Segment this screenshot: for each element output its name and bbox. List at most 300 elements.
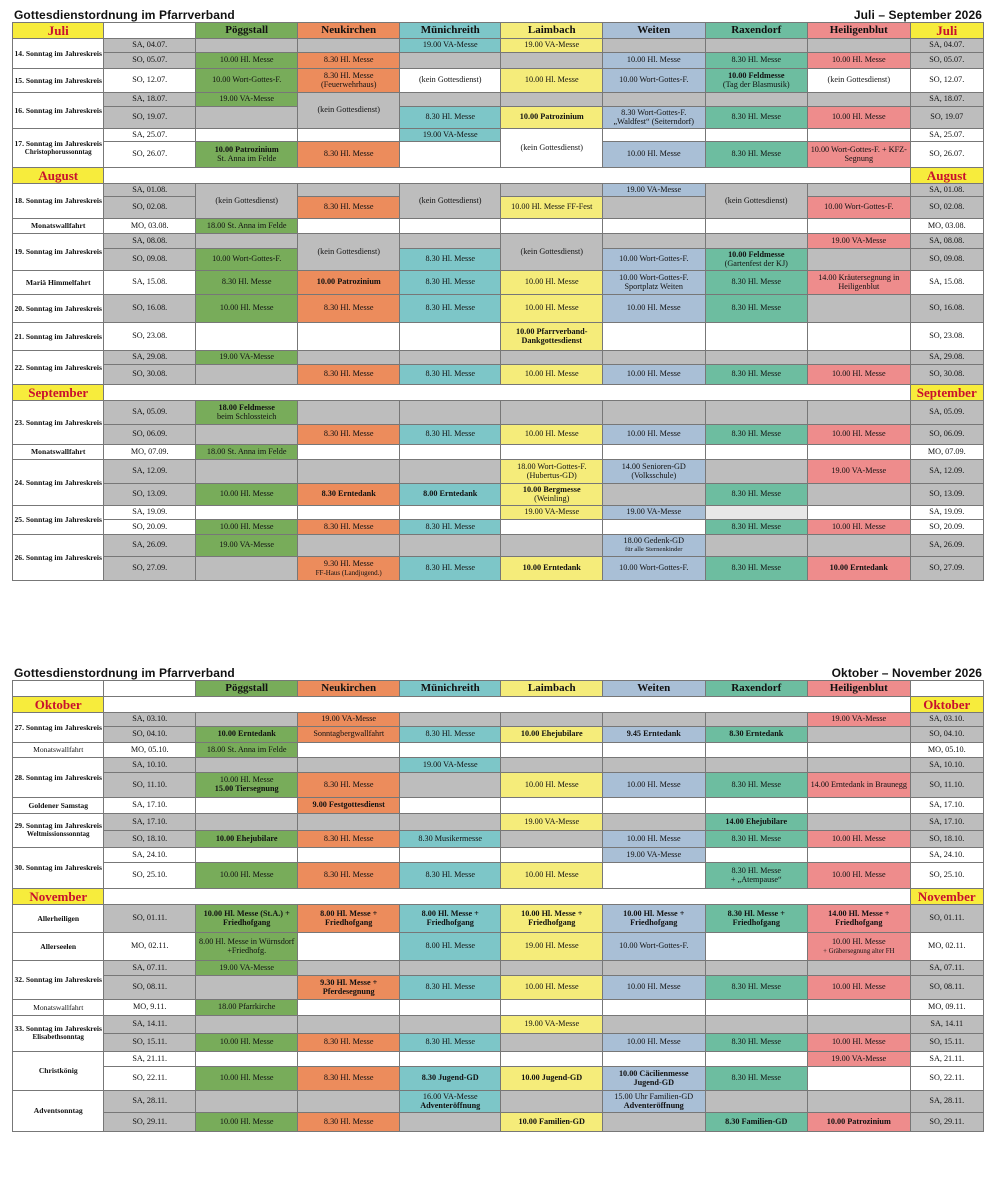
empty-cell [195,506,298,520]
schedule-cell: 10.00 Hl. Messe [603,773,706,798]
schedule-cell: 19.00 VA-Messe [808,234,911,249]
schedule-cell: SA, 17.10. [910,798,983,814]
empty-cell [808,1091,911,1113]
table-row [13,219,984,234]
schedule-cell [705,863,808,889]
table-row [13,93,984,107]
cell-text: Adventeröffnung [420,1100,481,1110]
column-header-row [13,681,984,697]
schedule-cell: SA, 26.09. [104,535,195,557]
schedule-cell: SO, 02.08. [910,197,983,219]
schedule-cell: 10.00 Hl. Messe [603,142,706,168]
table-row [13,1067,984,1091]
schedule-cell: 8.30 Hl. Messe [298,520,400,535]
schedule-cell: SO, 26.07. [910,142,983,168]
empty-cell [705,798,808,814]
schedule-cell: SA, 18.07. [104,93,195,107]
empty-cell [603,1052,706,1067]
schedule-cell: 19.00 VA-Messe [399,758,501,773]
schedule-cell: 9.30 Hl. Messe + Pferdesegnung [298,976,400,1000]
empty-cell [399,848,501,863]
schedule-cell: 8.30 Hl. Messe [195,271,298,295]
schedule-cell: 8.30 Erntedank [298,484,400,506]
schedule-cell: 8.00 Hl. Messe + Friedhofgang [298,905,400,933]
schedule-cell: 15. Sonntag im Jahreskreis [13,69,104,93]
table-row [13,798,984,814]
table-row [13,271,984,295]
empty-cell [298,184,400,197]
schedule-cell: (kein Gottesdienst) [705,184,808,219]
schedule-cell: 10.00 Hl. Messe [195,1067,298,1091]
col-weiten: Weiten [603,23,706,39]
empty-cell [705,1091,808,1113]
schedule-cell: MO, 05.10. [910,743,983,758]
empty-cell [399,460,501,484]
table-row [13,961,984,976]
schedule-cell: 10.00 Wort-Gottes-F. [603,933,706,961]
empty-cell [399,1016,501,1034]
schedule-cell: 19.00 VA-Messe [195,535,298,557]
table-row [13,69,984,93]
schedule-cell: 10.00 Hl. Messe + Friedhofgang [603,905,706,933]
schedule-cell: 9.00 Festgottesdienst [298,798,400,814]
schedule-cell: SA, 07.11. [910,961,983,976]
schedule-cell: 10.00 Ehejubilare [501,727,603,743]
schedule-cell: Monatswallfahrt [13,743,104,758]
table-row [13,425,984,445]
cell-text: + „Atempause“ [730,874,782,884]
empty-cell [399,1000,501,1016]
schedule-cell: 8.00 Hl. Messe in Würnsdorf +Friedhofg. [195,933,298,961]
schedule-cell: (kein Gottesdienst) [298,93,400,129]
schedule-cell: 8.30 Hl. Messe [399,557,501,581]
empty-cell [298,933,400,961]
schedule-cell: 18.00 St. Anna im Felde [195,743,298,758]
schedule-cell: SO, 15.11. [910,1034,983,1052]
schedule-cell: SO, 20.09. [104,520,195,535]
schedule-table-2 [12,680,984,1132]
schedule-cell: 10.00 Hl. Messe [501,976,603,1000]
month-label: Juli [13,23,104,39]
schedule-cell: 8.30 Hl. Messe [399,249,501,271]
schedule-cell: 27. Sonntag im Jahreskreis [13,713,104,743]
schedule-cell: 26. Sonntag im Jahreskreis [13,535,104,581]
empty-cell [808,535,911,557]
schedule-cell: Goldener Samstag [13,798,104,814]
schedule-cell: SO, 22.11. [104,1067,195,1091]
table-row [13,1034,984,1052]
schedule-cell: SA, 14.11 [910,1016,983,1034]
empty-cell [399,506,501,520]
cell-text: 10.00 Bergmesse [522,484,581,494]
schedule-cell: MO, 03.08. [910,219,983,234]
schedule-cell: SO, 25.10. [104,863,195,889]
schedule-cell: 10.00 Hl. Messe [195,863,298,889]
empty-cell [501,758,603,773]
empty-cell [603,234,706,249]
table-row [13,365,984,385]
empty-cell [195,713,298,727]
schedule-cell: 10.00 Ehejubilare [195,831,298,848]
cell-text: 33. Sonntag im Jahreskreis [14,1024,102,1034]
empty-cell [603,758,706,773]
schedule-cell: 10.00 Hl. Messe [603,365,706,385]
schedule-cell [298,557,400,581]
schedule-cell: SO, 12.07. [104,69,195,93]
empty-cell [501,535,603,557]
page-title: Gottesdienstordnung im Pfarrverband [14,666,235,680]
table-row [13,1113,984,1132]
empty-cell [501,798,603,814]
cell-text: (Weinling) [534,493,570,503]
empty-cell [501,1034,603,1052]
schedule-cell: SO, 12.07. [910,69,983,93]
cell-text: beim Schlossteich [217,411,277,421]
cell-text: 9.30 Hl. Messe [323,558,374,568]
cell-text: 15.00 Tiersegnung [214,784,279,793]
empty-cell [603,129,706,142]
schedule-cell: SA, 14.11. [104,1016,195,1034]
empty-cell [808,93,911,107]
schedule-cell: SA, 29.08. [910,351,983,365]
schedule-cell: SA, 29.08. [104,351,195,365]
schedule-cell: 10.00 Wort-Gottes-F. + KFZ-Segnung [808,142,911,168]
empty-cell [705,234,808,249]
table-row [13,976,984,1000]
empty-cell [501,445,603,460]
schedule-cell: SO, 29.11. [910,1113,983,1132]
empty-cell [501,351,603,365]
empty-cell [195,1091,298,1113]
schedule-cell: 18.00 Pfarrkirche [195,1000,298,1016]
table-row [13,107,984,129]
schedule-cell: 8.30 Hl. Messe [399,107,501,129]
empty-cell [501,93,603,107]
empty-cell [705,743,808,758]
empty-cell [808,184,911,197]
empty-cell [195,460,298,484]
schedule-cell: September [910,385,983,401]
cell-text: Elisabethsonntag [32,1033,84,1042]
schedule-cell: 10.00 Hl. Messe [501,425,603,445]
schedule-cell: 24. Sonntag im Jahreskreis [13,460,104,506]
empty-cell [104,168,910,184]
empty-cell [195,365,298,385]
schedule-cell: 16. Sonntag im Jahreskreis [13,93,104,129]
schedule-cell: 18.00 Wort-Gottes-F. (Hubertus-GD) [501,460,603,484]
empty-cell [399,53,501,69]
schedule-cell: 32. Sonntag im Jahreskreis [13,961,104,1000]
empty-cell [399,961,501,976]
empty-cell [298,351,400,365]
cell-text: (Gartenfest der KJ) [724,258,788,268]
schedule-cell: SA, 28.11. [910,1091,983,1113]
empty-cell [195,129,298,142]
table-row [13,863,984,889]
cell-text: 16.00 VA-Messe [422,1091,478,1101]
schedule-cell: 10.00 Hl. Messe [808,107,911,129]
empty-cell [399,535,501,557]
table-row [13,713,984,727]
schedule-cell: SO, 19.07. [104,107,195,129]
schedule-cell: SA, 12.09. [104,460,195,484]
schedule-cell: 25. Sonntag im Jahreskreis [13,506,104,535]
schedule-cell: 10.00 Hl. Messe [808,976,911,1000]
schedule-cell: 19.00 VA-Messe [501,814,603,831]
empty-cell [603,713,706,727]
empty-cell [705,535,808,557]
empty-cell [705,39,808,53]
schedule-cell: November [910,889,983,905]
schedule-cell: 8.30 Hl. Messe [298,142,400,168]
empty-cell [399,93,501,107]
table-row [13,773,984,798]
cell-text: + Gräbersegnung alter FH [823,947,895,955]
month-row [13,889,984,905]
schedule-cell: SA, 19.09. [104,506,195,520]
empty-cell [13,681,104,697]
empty-cell [808,506,911,520]
schedule-cell: SA, 17.10. [104,798,195,814]
empty-cell [501,743,603,758]
cell-text: (Tag der Blasmusik) [722,79,790,89]
schedule-cell: 8.30 Hl. Messe [705,365,808,385]
empty-cell [501,1052,603,1067]
table-row [13,520,984,535]
schedule-cell: Oktober [910,697,983,713]
schedule-cell [13,129,104,168]
schedule-cell: 19.00 VA-Messe [399,39,501,53]
schedule-cell: Allerseelen [13,933,104,961]
schedule-cell: 14.00 Erntedank in Braunegg [808,773,911,798]
schedule-cell: Heiligenblut [808,681,911,697]
schedule-cell: SA, 05.09. [104,401,195,425]
empty-cell [399,814,501,831]
schedule-cell: SO, 23.08. [104,323,195,351]
schedule-cell: 20. Sonntag im Jahreskreis [13,295,104,323]
header-1 [12,8,984,22]
table-row [13,460,984,484]
schedule-cell: SO, 05.07. [910,53,983,69]
schedule-cell: SO, 20.09. [910,520,983,535]
schedule-cell: Laimbach [501,681,603,697]
table-row [13,234,984,249]
schedule-cell: 8.30 Hl. Messe [298,197,400,219]
col-muenichreith: Münichreith [399,23,501,39]
schedule-cell: 8.30 Hl. Messe [298,295,400,323]
schedule-cell: 10.00 Hl. Messe [808,863,911,889]
schedule-cell [195,142,298,168]
schedule-cell: 10.00 Pfarrverband-Dankgottesdienst [501,323,603,351]
schedule-cell [13,814,104,848]
schedule-cell: Adventsonntag [13,1091,104,1132]
schedule-cell: MO, 05.10. [104,743,195,758]
schedule-cell: 10.00 Hl. Messe [501,863,603,889]
empty-cell [603,814,706,831]
schedule-cell: MO, 02.11. [104,933,195,961]
table-row [13,1000,984,1016]
empty-cell [195,1016,298,1034]
schedule-section-2 [12,666,984,1132]
schedule-cell: SA, 24.10. [910,848,983,863]
empty-cell [705,961,808,976]
cell-text: 29. Sonntag im Jahreskreis [14,821,102,831]
schedule-cell: 22. Sonntag im Jahreskreis [13,351,104,385]
schedule-cell: Allerheiligen [13,905,104,933]
schedule-cell: (kein Gottesdienst) [195,184,298,219]
table-row [13,129,984,142]
schedule-cell: 19. Sonntag im Jahreskreis [13,234,104,271]
schedule-cell: 19.00 VA-Messe [501,39,603,53]
schedule-cell: 8.00 Hl. Messe [399,933,501,961]
schedule-cell: SO, 11.10. [104,773,195,798]
empty-cell [298,1000,400,1016]
schedule-cell: (kein Gottesdienst) [501,234,603,271]
schedule-cell [603,535,706,557]
schedule-cell: 8.30 Hl. Messe [705,107,808,129]
empty-cell [501,713,603,727]
schedule-cell: 10.00 Erntedank [501,557,603,581]
empty-cell [104,385,910,401]
schedule-cell: 8.30 Hl. Messe [705,142,808,168]
schedule-cell: SA, 04.07. [910,39,983,53]
table-row [13,484,984,506]
cell-text: 10.00 Feldmesse [728,70,785,80]
schedule-cell: 10.00 Familien-GD [501,1113,603,1132]
empty-cell [808,727,911,743]
cell-text: 10.00 Feldmesse [728,249,785,259]
schedule-cell [603,1091,706,1113]
col-neukirchen: Neukirchen [298,23,400,39]
table-row [13,814,984,831]
empty-cell [808,961,911,976]
schedule-cell: September [13,385,104,401]
schedule-cell: 8.30 Wort-Gottes-F. „Waldfest“ (Seiterndorf) [603,107,706,129]
empty-cell [603,39,706,53]
schedule-cell: 8.30 Hl. Messe [705,425,808,445]
empty-cell [298,506,400,520]
schedule-cell: Christkönig [13,1052,104,1091]
schedule-cell: 8.30 Hl. Messe [399,295,501,323]
schedule-cell: MO, 09.11. [910,1000,983,1016]
empty-cell [104,681,195,697]
schedule-cell: 8.30 Hl. Messe [298,1034,400,1052]
empty-cell [195,425,298,445]
schedule-cell: SO, 22.11. [910,1067,983,1091]
schedule-cell: 10.00 Erntedank [195,727,298,743]
schedule-section-1 [12,8,984,581]
schedule-cell: 10.00 Wort-Gottes-F. Sportplatz Weiten [603,271,706,295]
schedule-cell: 23. Sonntag im Jahreskreis [13,401,104,445]
empty-cell [705,323,808,351]
schedule-cell: 19.00 VA-Messe [501,506,603,520]
empty-cell [808,484,911,506]
schedule-cell: 19.00 VA-Messe [603,506,706,520]
month-row [13,385,984,401]
empty-cell [603,743,706,758]
empty-cell [705,1052,808,1067]
empty-cell [705,460,808,484]
header-2 [12,666,984,680]
schedule-cell: Neukirchen [298,681,400,697]
schedule-cell: 10.00 Hl. Messe (St.A.) + Friedhofgang [195,905,298,933]
schedule-cell: 10.00 Wort-Gottes-F. [195,69,298,93]
schedule-cell: 8.30 Hl. Messe [705,295,808,323]
schedule-cell: 19.00 VA-Messe [808,460,911,484]
schedule-cell: 8.30 Hl. Messe [399,1034,501,1052]
empty-cell [298,814,400,831]
cell-text: 8.30 Hl. Messe [731,865,782,875]
schedule-cell: 18.00 St. Anna im Felde [195,219,298,234]
schedule-cell: 8.30 Hl. Messe [298,1067,400,1091]
schedule-cell: 18.00 St. Anna im Felde [195,445,298,460]
empty-cell [195,976,298,1000]
empty-cell [298,535,400,557]
schedule-cell: 8.30 Hl. Messe [705,1034,808,1052]
schedule-cell: 8.30 Hl. Messe [298,365,400,385]
empty-cell [298,848,400,863]
schedule-cell: 19.00 VA-Messe [603,184,706,197]
schedule-cell: SA, 03.10. [104,713,195,727]
schedule-cell: SA, 05.09. [910,401,983,425]
schedule-cell: SA, 18.07. [910,93,983,107]
schedule-cell: 10.00 Hl. Messe FF-Fest [501,197,603,219]
schedule-cell: SO, 27.09. [104,557,195,581]
empty-cell [603,863,706,889]
schedule-cell: 8.30 Hl. Messe [399,727,501,743]
schedule-cell: Raxendorf [705,681,808,697]
schedule-cell: 8.30 Hl. Messe [298,831,400,848]
empty-cell [603,1000,706,1016]
table-row [13,727,984,743]
empty-cell [501,401,603,425]
schedule-cell: 8.30 Hl. Messe [705,271,808,295]
schedule-cell: Monatswallfahrt [13,445,104,460]
schedule-cell: 19.00 Hl. Messe [501,933,603,961]
empty-cell [399,445,501,460]
schedule-cell: SA, 21.11. [910,1052,983,1067]
empty-cell [705,506,808,520]
column-header-row [13,23,984,39]
cell-text: 18.00 Feldmesse [218,402,275,412]
schedule-cell: SO, 08.11. [910,976,983,1000]
schedule-cell: 10.00 Hl. Messe [603,1034,706,1052]
schedule-cell [705,69,808,93]
col-poeggstall: Pöggstall [195,23,298,39]
schedule-cell: 18. Sonntag im Jahreskreis [13,184,104,219]
empty-cell [603,1113,706,1132]
schedule-cell: 10.00 Hl. Messe [603,976,706,1000]
schedule-cell: 14.00 Ehejubilare [705,814,808,831]
schedule-cell: 10.00 Patrozinium [501,107,603,129]
schedule-cell: SO, 04.10. [104,727,195,743]
table-row [13,53,984,69]
schedule-cell: 10.00 Hl. Messe [603,295,706,323]
schedule-cell: 10.00 Hl. Messe + Friedhofgang [501,905,603,933]
table-row [13,295,984,323]
table-row [13,1016,984,1034]
schedule-cell: SA, 10.10. [910,758,983,773]
schedule-cell: SA, 10.10. [104,758,195,773]
schedule-cell: MO, 9.11. [104,1000,195,1016]
schedule-cell [13,1016,104,1052]
schedule-cell: 10.00 Wort-Gottes-F. [603,557,706,581]
schedule-cell: 10.00 Jugend-GD [501,1067,603,1091]
schedule-cell: Pöggstall [195,681,298,697]
col-raxendorf: Raxendorf [705,23,808,39]
cell-text: 10.00 Cäcilienmesse [618,1068,689,1078]
empty-cell [910,681,983,697]
